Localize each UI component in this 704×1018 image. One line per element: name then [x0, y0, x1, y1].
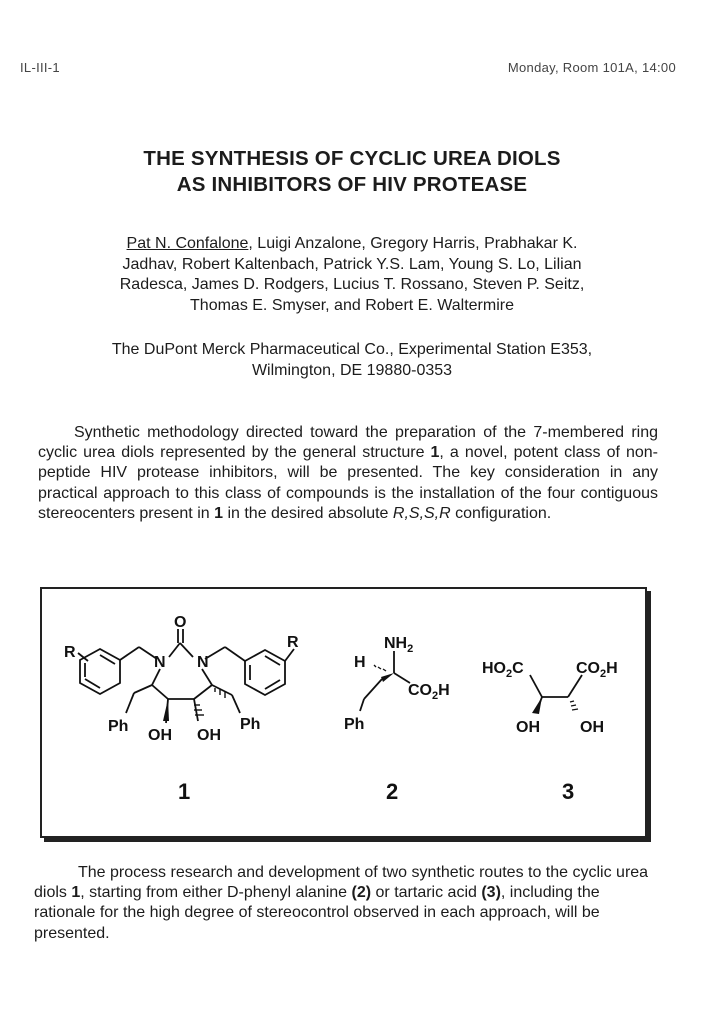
- cmp3-label-OH1: OH: [516, 719, 540, 736]
- affiliation: [36, 340, 668, 381]
- hashed-bonds: [194, 688, 225, 715]
- closing-text-1: The process research and development of two synthetic routes to the cyclic urea diols: [34, 864, 649, 902]
- cmp3-label-OH2: OH: [580, 719, 604, 736]
- cmp2-label-CO-sub: 2: [432, 690, 439, 702]
- abstract-text-2: , a novel, potent class of non-peptide HIV protease inhibitors, will be presented. The key consideration in any practical approach to this class of compounds is the installation of the four contiguous stereocenters present in: [38, 444, 659, 522]
- cmp2-label-CO-H: H: [438, 682, 450, 699]
- presenting-author: Pat N. Confalone: [126, 235, 249, 252]
- author-line-1-rest: , Luigi Anzalone, Gregory Harris, Prabhakar K.: [248, 235, 578, 252]
- closing-text-4: , including the rationale for the high degree of stereocontrol observed in each approach, will be presented.: [34, 884, 600, 942]
- cmp3-label-CO: CO: [576, 660, 600, 677]
- compound-2-number: 2: [386, 779, 399, 804]
- abstract-configuration: R,S,S,R: [392, 504, 451, 522]
- compound-2-bonds: [360, 651, 410, 711]
- closing-text-2: , starting from either D-phenyl alanine: [80, 884, 352, 902]
- cmp3-label-CO2H: [576, 660, 618, 680]
- session-time-room: Monday, Room 101A, 14:00: [507, 60, 676, 75]
- abstract-text-4: configuration.: [450, 504, 552, 522]
- cmp2-label-NH-sub: 2: [407, 643, 414, 655]
- compound-1-bonds: [78, 629, 294, 723]
- closing-text: [34, 863, 662, 944]
- structures-figure: [40, 587, 647, 838]
- abstract-text-3: in the desired absolute: [223, 504, 393, 522]
- cmp2-label-NH: NH: [384, 635, 408, 652]
- wedge-bond: [532, 697, 542, 714]
- abstract-paragraph: [38, 423, 658, 524]
- abstract-ref-1: 1: [430, 444, 440, 462]
- cmp1-label-R2: R: [287, 634, 299, 651]
- wedge-bond: [163, 699, 169, 721]
- wedge-bond: [381, 673, 394, 682]
- author-line-2: Jadhav, Robert Kaltenbach, Patrick Y.S. Lam, Young S. Lo, Lilian: [122, 255, 582, 273]
- hashed-bonds: [570, 701, 578, 710]
- author-line-4: Thomas E. Smyser, and Robert E. Waltermire: [190, 296, 514, 314]
- abstract-ref-2: 1: [214, 504, 223, 522]
- cmp1-label-Ph2: Ph: [240, 716, 261, 733]
- cmp2-label-CO2H: [408, 682, 450, 702]
- cmp3-label-CO-sub: 2: [600, 668, 607, 680]
- author-line-3: Radesca, James D. Rodgers, Lucius T. Rossano, Steven P. Seitz,: [119, 276, 585, 293]
- affiliation-line-2: Wilmington, DE 19880-0353: [251, 361, 453, 379]
- chemical-structures: [42, 589, 645, 836]
- cmp2-label-CO: CO: [408, 682, 432, 699]
- title-line-2: AS INHIBITORS OF HIV PROTEASE: [176, 173, 528, 196]
- abstract: [38, 423, 658, 524]
- cmp3-label-HO-sub: 2: [506, 668, 513, 680]
- closing-ref-2: (2): [351, 884, 372, 902]
- author-line-1: [40, 234, 664, 255]
- closing-paragraph: [34, 863, 662, 944]
- compound-1-number: 1: [178, 779, 191, 804]
- cmp3-label-CO-H: H: [606, 660, 618, 677]
- cmp1-label-OH1: OH: [148, 727, 172, 744]
- cmp1-label-N1: N: [154, 654, 166, 671]
- cmp3-label-C: C: [512, 660, 524, 677]
- session-code: IL-III-1: [20, 60, 60, 75]
- cmp1-label-R1: R: [64, 644, 76, 661]
- paper-title: [0, 146, 704, 198]
- affiliation-line-1: The DuPont Merck Pharmaceutical Co., Experimental Station E353,: [111, 341, 593, 358]
- closing-ref-3: (3): [481, 884, 501, 902]
- cmp1-label-Ph1: Ph: [108, 718, 129, 735]
- cmp1-label-N2: N: [197, 654, 209, 671]
- cmp1-label-OH2: OH: [197, 727, 221, 744]
- closing-ref-1: 1: [71, 884, 81, 902]
- cmp2-label-Ph: Ph: [344, 716, 365, 733]
- cmp3-label-HO: HO: [482, 660, 506, 677]
- hashed-bonds: [374, 665, 386, 671]
- cmp2-label-H: H: [354, 654, 366, 671]
- cmp1-label-O: O: [174, 614, 187, 631]
- compound-3-number: 3: [562, 779, 575, 804]
- title-line-1: THE SYNTHESIS OF CYCLIC UREA DIOLS: [143, 147, 561, 170]
- author-list: [40, 234, 664, 316]
- cmp3-label-HO2C: [482, 660, 524, 680]
- cmp2-label-NH2: [384, 635, 413, 655]
- closing-text-3: or tartaric acid: [371, 884, 482, 902]
- abstract-text-1: Synthetic methodology directed toward the preparation of the 7-membered ring cyclic urea diols represented by the general structure: [38, 424, 658, 462]
